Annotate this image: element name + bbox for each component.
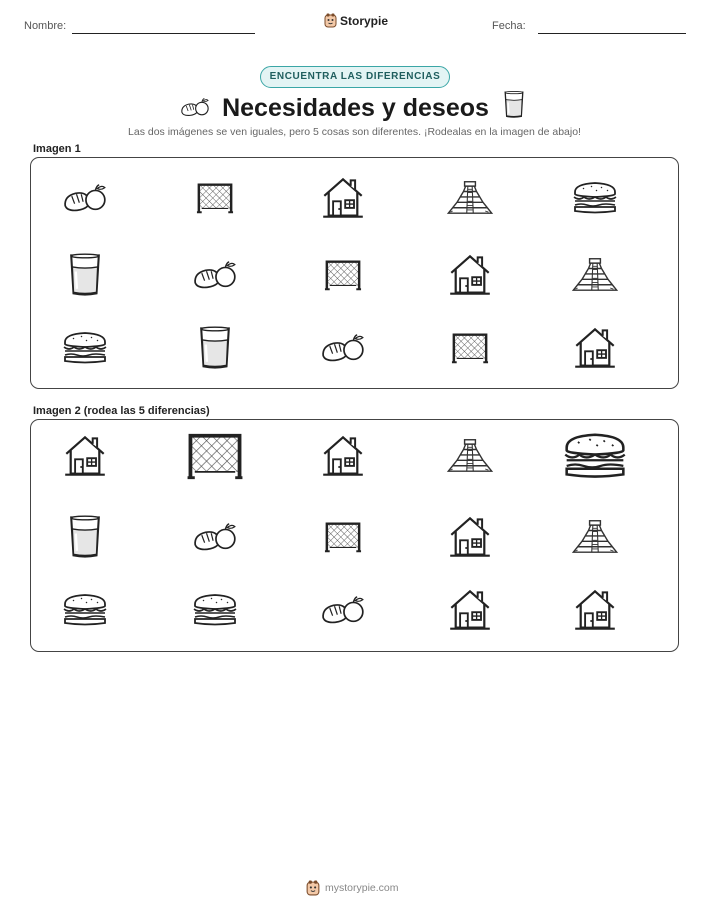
bread-apple-icon[interactable] [192,258,238,292]
footer-url: mystorypie.com [325,882,399,894]
activity-badge: ENCUENTRA LAS DIFERENCIAS [260,66,450,88]
footer [306,880,399,896]
panel2-label: Imagen 2 (rodea las 5 diferencias) [33,405,210,417]
glass-of-water-icon[interactable] [67,252,103,298]
panel1-label: Imagen 1 [33,143,81,155]
brand-name: Storypie [340,13,389,28]
soccer-goal-icon[interactable] [182,430,248,482]
glass-of-water-icon [503,90,525,122]
pyramid-icon[interactable] [444,178,496,218]
pyramid-icon[interactable] [569,517,621,557]
bread-apple-icon [180,96,210,118]
bread-apple-icon[interactable] [62,181,108,215]
house-icon[interactable] [63,433,107,479]
house-icon[interactable] [448,587,492,633]
soccer-goal-icon[interactable] [196,180,234,216]
sandwich-icon[interactable] [561,425,629,487]
image-panel-2 [30,419,679,652]
page-title: Necesidades y deseos [222,94,489,122]
house-icon[interactable] [321,433,365,479]
house-icon[interactable] [321,175,365,221]
bread-apple-icon[interactable] [320,593,366,627]
date-field-line[interactable] [538,33,686,34]
sandwich-icon[interactable] [61,591,109,629]
date-label: Fecha: [492,20,526,32]
image-panel-1 [30,157,679,389]
bread-apple-icon[interactable] [192,520,238,554]
sandwich-icon[interactable] [61,329,109,367]
soccer-goal-icon[interactable] [324,257,362,293]
glass-of-water-icon[interactable] [197,325,233,371]
soccer-goal-icon[interactable] [451,330,489,366]
storypie-logo-icon [306,880,320,896]
house-icon[interactable] [448,514,492,560]
glass-of-water-icon[interactable] [67,514,103,560]
house-icon[interactable] [573,325,617,371]
pyramid-icon[interactable] [444,436,496,476]
bread-apple-icon[interactable] [320,331,366,365]
storypie-logo-icon [324,13,337,28]
house-icon[interactable] [448,252,492,298]
soccer-goal-icon[interactable] [324,519,362,555]
brand [324,13,388,28]
pyramid-icon[interactable] [569,255,621,295]
instructions-text: Las dos imágenes se ven iguales, pero 5 cosas son diferentes. ¡Rodealas en la imagen de abajo! [128,126,581,138]
sandwich-icon[interactable] [191,590,239,630]
name-field-line[interactable] [72,33,255,34]
house-icon[interactable] [573,587,617,633]
sandwich-icon[interactable] [571,179,619,217]
name-label: Nombre: [24,20,67,32]
